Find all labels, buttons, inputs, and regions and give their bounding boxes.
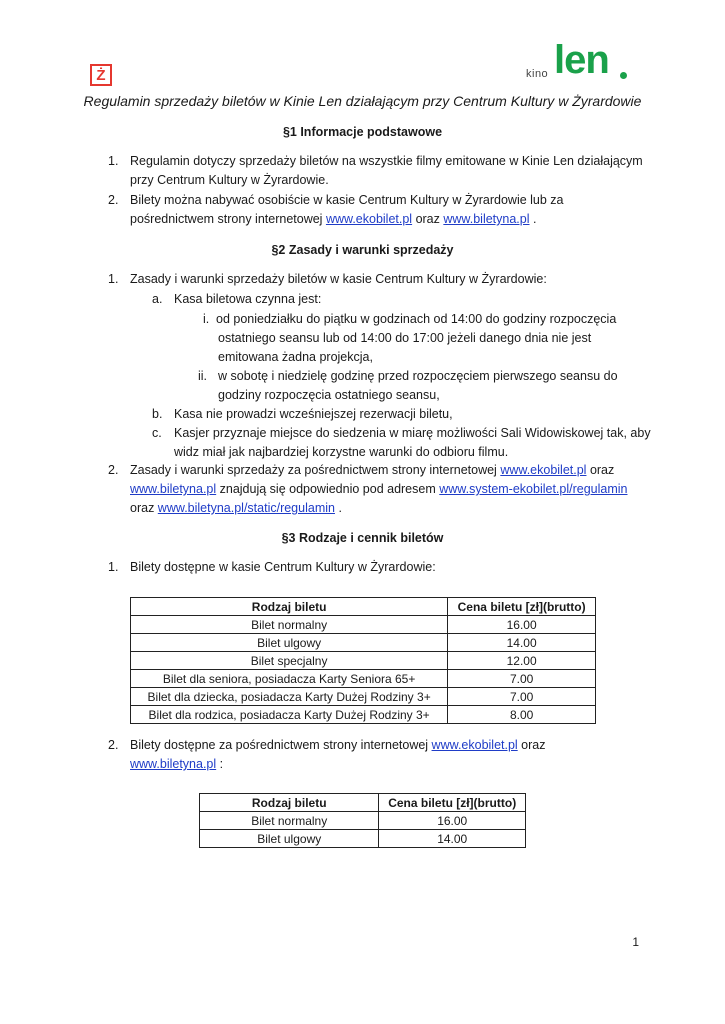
ticket-price: 16.00 [448,616,596,634]
table-row [131,688,596,706]
s3-item2-end: : [216,757,224,771]
ekobilet-regulamin-link[interactable]: www.system-ekobilet.pl/regulamin [439,482,628,496]
s2-item2-line1 [130,463,614,477]
s3-item1-number: 1. [108,560,119,574]
price-table-kasa [130,597,596,724]
biletyna-link[interactable]: www.biletyna.pl [443,212,530,226]
table-header-type: Rodzaj biletu [200,794,379,812]
s3-item2-text: Bilety dostępne za pośrednictwem strony internetowej [130,738,432,752]
table-header-row [200,794,526,812]
s3-item2-line1 [130,738,546,752]
ticket-price: 14.00 [379,830,526,848]
centrum-kultury-logo [90,64,112,86]
ekobilet-link[interactable]: www.ekobilet.pl [500,463,587,477]
table-row [200,812,526,830]
ticket-type: Bilet specjalny [131,652,448,670]
ticket-type: Bilet normalny [131,616,448,634]
s1-item1-line2: przy Centrum Kultury w Żyrardowie. [130,173,329,187]
ticket-type: Bilet normalny [200,812,379,830]
ekobilet-link[interactable]: www.ekobilet.pl [325,212,413,226]
ticket-price: 12.00 [448,652,596,670]
ticket-type: Bilet dla dziecka, posiadacza Karty Dużej Rodziny 3+ [131,688,448,706]
s2-item2-end: . [334,501,342,515]
logo-len-text: len [554,38,609,82]
table-row [131,706,596,724]
s2-b-text: Kasa nie prowadzi wcześniejszej rezerwacji biletu, [174,407,453,421]
table-header-row [131,598,596,616]
s1-item2-text: pośrednictwem strony internetowej [130,212,326,226]
logo-kino-text: kino [526,68,549,80]
table-header-price: Cena biletu [zł](brutto) [448,598,596,616]
section-2-heading: §2 Zasady i warunki sprzedaży [271,243,454,257]
ticket-type: Bilet ulgowy [131,634,448,652]
ticket-price: 7.00 [448,670,596,688]
price-table-online [199,793,526,848]
document-title: Regulamin sprzedaży biletów w Kinie Len działającym przy Centrum Kultury w Żyrardowie [83,93,642,109]
s2-item2-text: Zasady i warunki sprzedaży za pośrednictwem strony internetowej [130,463,501,477]
s2-item2-number: 2. [108,463,119,477]
s2-item2-line2 [130,482,628,496]
s2-c-mark: c. [152,426,162,440]
s2-i-line3: emitowana żadna projekcja, [218,350,373,364]
s2-ii-line1: w sobotę i niedzielę godzinę przed rozpoczęciem pierwszego seansu do [218,369,618,383]
s2-i-line1: od poniedziałku do piątku w godzinach od 14:00 do godziny rozpoczęcia [216,312,617,326]
s1-oraz: oraz [412,212,444,226]
s2-b-mark: b. [152,407,163,421]
ticket-price: 7.00 [448,688,596,706]
s1-item1-number: 1. [108,154,119,168]
s2-i-mark: i. [203,312,210,326]
table-row [131,652,596,670]
s1-item2-end: . [529,212,537,226]
table-row [131,616,596,634]
ticket-type: Bilet dla seniora, posiadacza Karty Seniora 65+ [131,670,448,688]
s2-item2-line3 [130,501,342,515]
kino-len-logo [524,38,634,88]
table-header-price: Cena biletu [zł](brutto) [379,794,526,812]
s3-item2-number: 2. [108,738,119,752]
s2-c-line2: widz miał jak najbardziej korzystne warunki do odbioru filmu. [174,445,509,459]
s1-item1-line1: Regulamin dotyczy sprzedaży biletów na wszystkie filmy emitowane w Kinie Len działającym [130,154,643,168]
section-3-heading: §3 Rodzaje i cennik biletów [281,531,444,545]
s2-oraz-line3: oraz [130,501,158,515]
ticket-type: Bilet dla rodzica, posiadacza Karty Dużej Rodziny 3+ [131,706,448,724]
s3-item1-text: Bilety dostępne w kasie Centrum Kultury w Żyrardowie: [130,560,436,574]
s1-item2-line1: Bilety można nabywać osobiście w kasie Centrum Kultury w Żyrardowie lub za [130,193,564,207]
s2-oraz: oraz [586,463,615,477]
ekobilet-link[interactable]: www.ekobilet.pl [431,738,518,752]
table-row [131,634,596,652]
section-1-heading: §1 Informacje podstawowe [282,125,443,139]
biletyna-regulamin-link[interactable]: www.biletyna.pl/static/regulamin [157,501,335,515]
s1-item2-number: 2. [108,193,119,207]
biletyna-link[interactable]: www.biletyna.pl [130,757,217,771]
table-header-type: Rodzaj biletu [131,598,448,616]
ticket-price: 8.00 [448,706,596,724]
biletyna-link[interactable]: www.biletyna.pl [130,482,217,496]
s2-item2-mid: znajdują się odpowiednio pod adresem [216,482,440,496]
page-number: 1 [632,935,639,949]
ticket-price: 14.00 [448,634,596,652]
s2-ii-mark: ii. [198,369,208,383]
s3-oraz: oraz [517,738,546,752]
logo-dot [620,72,627,79]
s2-c-line1: Kasjer przyznaje miejsce do siedzenia w miarę możliwości Sali Widowiskowej tak, aby [174,426,651,440]
s2-item1-text: Zasady i warunki sprzedaży biletów w kasie Centrum Kultury w Żyrardowie: [130,272,547,286]
s2-i-line2: ostatniego seansu lub od 14:00 do 17:00 jeżeli danego dnia nie jest [218,331,592,345]
ticket-type: Bilet ulgowy [200,830,379,848]
s2-ii-line2: godziny rozpoczęcia ostatniego seansu, [218,388,440,402]
s3-item2-line2 [130,757,223,771]
table-row [200,830,526,848]
s1-item2-line2 [130,212,536,226]
logo-z-letter: Ż [96,66,106,84]
ticket-price: 16.00 [379,812,526,830]
s2-a-text: Kasa biletowa czynna jest: [174,292,322,306]
s2-a-mark: a. [152,292,163,306]
table-row [131,670,596,688]
s2-item1-number: 1. [108,272,119,286]
